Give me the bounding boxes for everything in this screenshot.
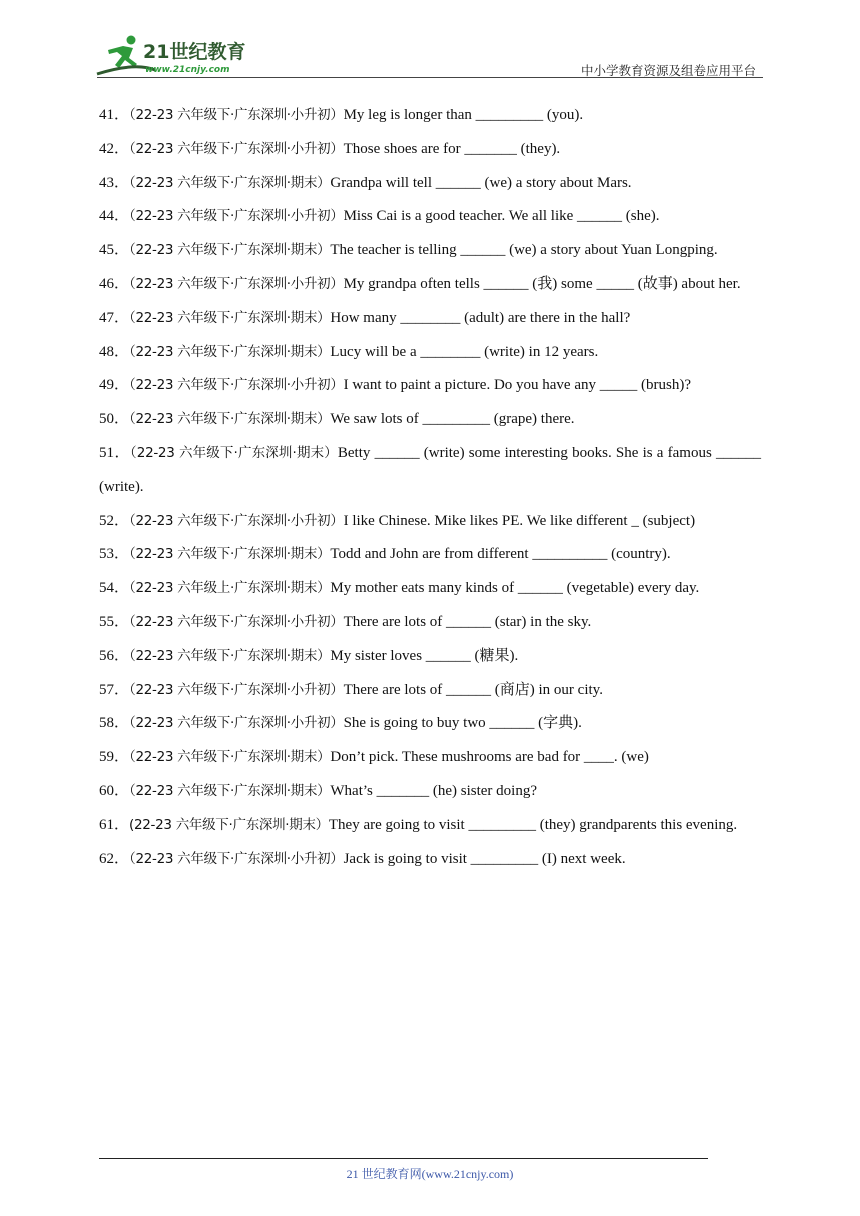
- question-item: [99, 741, 761, 775]
- question-text: We saw lots of _________ (grape) there.: [330, 411, 575, 428]
- question-number: 61．: [99, 816, 130, 833]
- question-number: 51．: [99, 444, 130, 461]
- question-text: Lucy will be a ________ (write) in 12 years.: [330, 343, 599, 360]
- page-header: [0, 0, 860, 80]
- question-source: （22-23 六年级下·广东深圳·小升初）: [129, 715, 344, 732]
- question-source: （22-23 六年级下·广东深圳·小升初）: [129, 850, 344, 867]
- question-item: [99, 606, 761, 640]
- question-text: Betty ______ (write) some interesting books. She is a famous ______ (write).: [99, 444, 761, 495]
- question-text: What’s _______ (he) sister doing?: [330, 782, 537, 799]
- question-number: 45．: [99, 242, 130, 259]
- question-text: I want to paint a picture. Do you have any _____ (brush)?: [343, 377, 691, 394]
- question-source: （22-23 六年级下·广东深圳·期末）: [129, 546, 331, 563]
- question-item: [99, 809, 761, 843]
- question-text: Grandpa will tell ______ (we) a story about Mars.: [330, 174, 632, 191]
- question-source: （22-23 六年级下·广东深圳·期末）: [129, 647, 331, 664]
- question-text: My leg is longer than _________ (you).: [343, 107, 584, 123]
- header-platform-text: 中小学教育资源及组卷应用平台: [580, 63, 756, 78]
- question-text: I like Chinese. Mike likes PE. We like different _ (subject): [343, 512, 696, 529]
- question-text: My mother eats many kinds of ______ (vegetable) every day.: [330, 580, 700, 597]
- question-source: （22-23 六年级下·广东深圳·期末）: [129, 309, 331, 326]
- question-item: [99, 133, 761, 167]
- question-item: [99, 167, 761, 201]
- question-source: （22-23 六年级下·广东深圳·小升初）: [129, 377, 344, 394]
- header-divider: [97, 77, 763, 78]
- question-item: [99, 99, 761, 133]
- question-text: Don’t pick. These mushrooms are bad for ____. (we): [330, 749, 649, 766]
- question-number: 53．: [99, 546, 130, 563]
- question-number: 49．: [99, 377, 130, 394]
- question-item: [99, 403, 761, 437]
- question-text: The teacher is telling ______ (we) a story about Yuan Longping.: [330, 242, 718, 259]
- question-source: （22-23 六年级上·广东深圳·期末）: [129, 580, 331, 597]
- question-number: 46．: [99, 275, 130, 292]
- question-list: [99, 99, 761, 876]
- question-item: [99, 234, 761, 268]
- question-text: Jack is going to visit _________ (I) next week.: [343, 850, 626, 867]
- question-text: My sister loves ______ (糖果).: [330, 647, 519, 664]
- question-item: [99, 336, 761, 370]
- question-number: 48．: [99, 343, 130, 360]
- question-number: 52．: [99, 512, 130, 529]
- question-number: 62．: [99, 850, 130, 867]
- question-text: She is going to buy two ______ (字典).: [343, 715, 582, 732]
- question-source: （22-23 六年级下·广东深圳·小升初）: [129, 140, 344, 157]
- question-text: My grandpa often tells ______ (我) some _____ (故事) about her.: [343, 275, 741, 292]
- question-number: 47．: [99, 309, 130, 326]
- question-number: 60．: [99, 782, 130, 799]
- question-source: （22-23 六年级下·广东深圳·期末）: [129, 343, 331, 360]
- question-item: [99, 437, 761, 505]
- question-source: （22-23 六年级下·广东深圳·小升初）: [129, 107, 344, 123]
- question-source: (22-23 六年级下·广东深圳·期末）: [129, 816, 329, 833]
- question-number: 55．: [99, 613, 130, 630]
- question-text: There are lots of ______ (star) in the sky.: [343, 613, 592, 630]
- question-item: [99, 505, 761, 539]
- question-source: （22-23 六年级下·广东深圳·期末）: [129, 411, 331, 428]
- question-source: （22-23 六年级下·广东深圳·小升初）: [129, 208, 344, 225]
- question-item: [99, 369, 761, 403]
- question-source: （22-23 六年级下·广东深圳·小升初）: [129, 681, 344, 698]
- question-item: [99, 674, 761, 708]
- question-item: [99, 538, 761, 572]
- question-source: （22-23 六年级下·广东深圳·小升初）: [129, 613, 344, 630]
- logo-text: 21世纪教育: [143, 41, 246, 63]
- question-source: （22-23 六年级下·广东深圳·期末）: [129, 749, 331, 766]
- question-item: [99, 775, 761, 809]
- question-number: 43．: [99, 174, 130, 191]
- question-number: 58．: [99, 715, 130, 732]
- question-source: （22-23 六年级下·广东深圳·期末）: [129, 242, 331, 259]
- question-text: There are lots of ______ (商店) in our city.: [343, 681, 603, 698]
- question-item: [99, 200, 761, 234]
- question-number: 59．: [99, 749, 130, 766]
- question-number: 44．: [99, 208, 130, 225]
- question-item: [99, 572, 761, 606]
- question-number: 54．: [99, 580, 130, 597]
- question-item: [99, 640, 761, 674]
- question-item: [99, 843, 761, 877]
- question-source: （22-23 六年级下·广东深圳·期末）: [129, 782, 331, 799]
- logo-url: www.21cnjy.com: [145, 65, 230, 75]
- question-item: [99, 707, 761, 741]
- 21cnjy-logo: [95, 34, 265, 78]
- question-text: Those shoes are for _______ (they).: [343, 140, 561, 157]
- question-source: （22-23 六年级下·广东深圳·小升初）: [129, 275, 344, 292]
- question-text: Miss Cai is a good teacher. We all like ______ (she).: [343, 208, 660, 225]
- question-text: How many ________ (adult) are there in the hall?: [330, 309, 631, 326]
- question-text: They are going to visit _________ (they) grandparents this evening.: [328, 816, 738, 833]
- question-number: 56．: [99, 647, 130, 664]
- question-item: [99, 302, 761, 336]
- question-number: 42．: [99, 140, 130, 157]
- question-source: （22-23 六年级下·广东深圳·期末）: [129, 174, 331, 191]
- question-source: （22-23 六年级下·广东深圳·小升初）: [129, 512, 344, 529]
- question-number: 50．: [99, 411, 130, 428]
- question-source: （22-23 六年级下·广东深圳·期末）: [129, 444, 338, 461]
- question-number: 57．: [99, 681, 130, 698]
- question-text: Todd and John are from different __________ (country).: [330, 546, 671, 563]
- footer-text: 21 世纪教育网(www.21cnjy.com): [346, 1167, 514, 1181]
- footer-divider: [99, 1158, 708, 1159]
- question-item: [99, 268, 761, 302]
- question-number: 41．: [99, 107, 130, 123]
